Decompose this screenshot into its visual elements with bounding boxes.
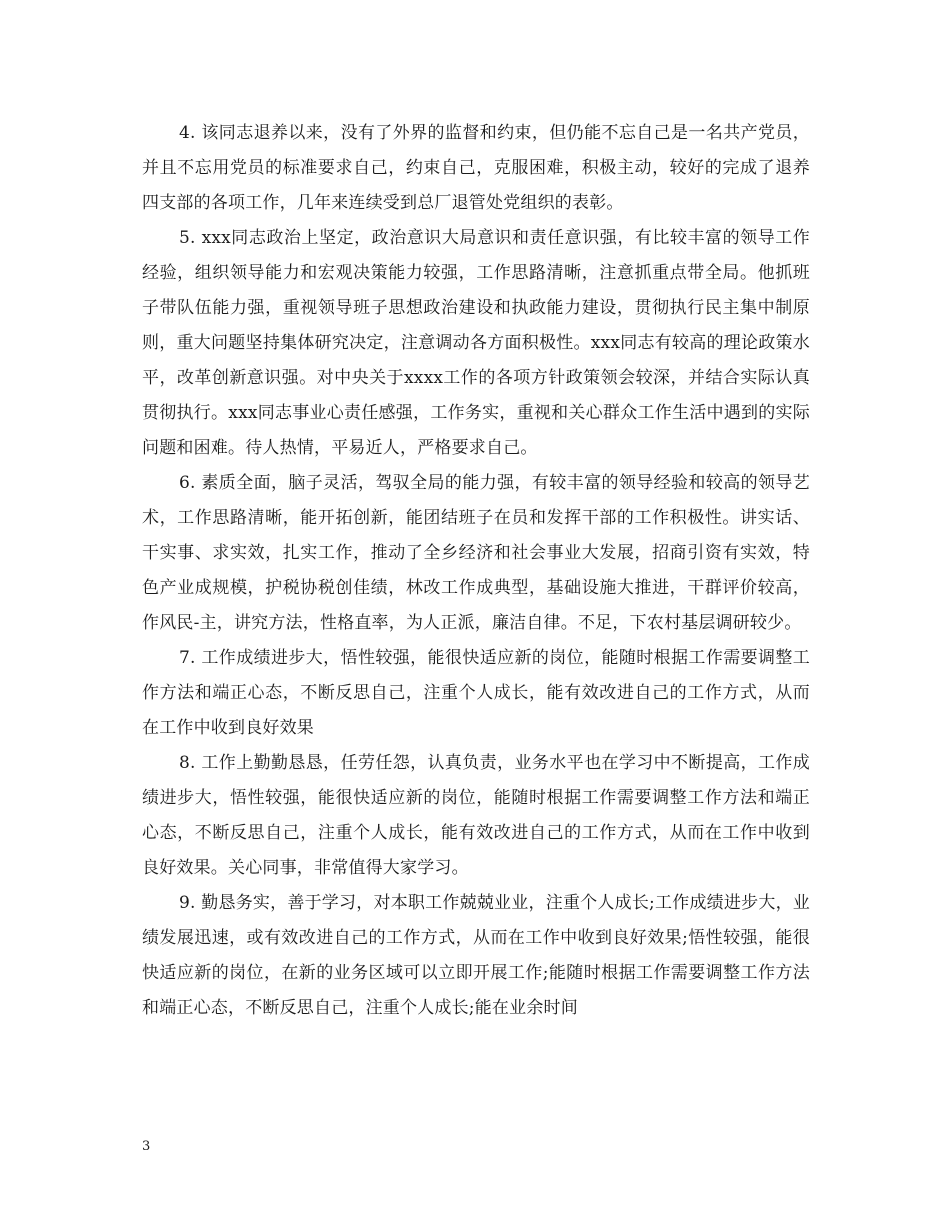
document-body [142, 116, 810, 1026]
paragraph-6: 6. 素质全面，脑子灵活，驾驭全局的能力强，有较丰富的领导经验和较高的领导艺术，工作思路清晰，能开拓创新，能团结班子在员和发挥干部的工作积极性。讲实话、干实事、求实效，扎实工作，推动了全乡经济和社会事业大发展，招商引资有实效，特色产业成规模，护税协税创佳绩，林改工作成典型，基础设施大推进，干群评价较高，作风民-主，讲究方法，性格直率，为人正派，廉洁自律。不足，下农村基层调研较少。 [142, 473, 810, 633]
paragraph-5: 5. xxx同志政治上坚定，政治意识大局意识和责任意识强，有比较丰富的领导工作经验，组织领导能力和宏观决策能力较强，工作思路清晰，注意抓重点带全局。他抓班子带队伍能力强，重视领导班子思想政治建设和执政能力建设，贯彻执行民主集中制原则，重大问题坚持集体研究决定，注意调动各方面积极性。xxx同志有较高的理论政策水平，改革创新意识强。对中央关于xxxx工作的各项方针政策领会较深，并结合实际认真贯彻执行。xxx同志事业心责任感强，工作务实，重视和关心群众工作生活中遇到的实际问题和困难。待人热情，平易近人，严格要求自己。 [142, 228, 810, 458]
paragraph-7: 7. 工作成绩进步大，悟性较强，能很快适应新的岗位，能随时根据工作需要调整工作方法和端正心态，不断反思自己，注重个人成长，能有效改进自己的工作方式，从而在工作中收到良好效果 [142, 648, 810, 738]
paragraph-8: 8. 工作上勤勤恳恳，任劳任怨，认真负责，业务水平也在学习中不断提高，工作成绩进步大，悟性较强，能很快适应新的岗位，能随时根据工作需要调整工作方法和端正心态，不断反思自己，注重个人成长，能有效改进自己的工作方式，从而在工作中收到良好效果。关心同事，非常值得大家学习。 [142, 753, 810, 878]
paragraph-4: 4. 该同志退养以来，没有了外界的监督和约束，但仍能不忘自己是一名共产党员，并且不忘用党员的标准要求自己，约束自己，克服困难，积极主动，较好的完成了退养四支部的各项工作，几年来连续受到总厂退管处党组织的表彰。 [142, 123, 810, 213]
paragraph-9: 9. 勤恳务实，善于学习，对本职工作兢兢业业，注重个人成长;工作成绩进步大，业绩发展迅速，或有效改进自己的工作方式，从而在工作中收到良好效果;悟性较强，能很快适应新的岗位，在新的业务区域可以立即开展工作;能随时根据工作需要调整工作方法和端正心态，不断反思自己，注重个人成长;能在业余时间 [142, 893, 810, 1018]
page-number: 3 [142, 1139, 151, 1154]
